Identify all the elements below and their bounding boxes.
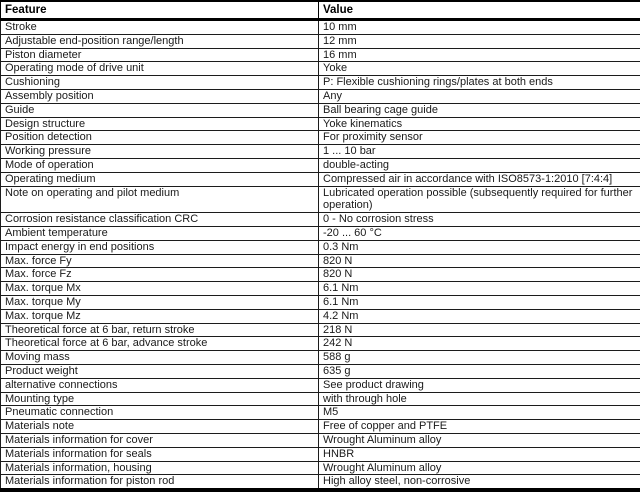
feature-cell: Max. torque Mz xyxy=(1,309,319,323)
table-row xyxy=(1,48,640,62)
feature-cell: Assembly position xyxy=(1,89,319,103)
table-row xyxy=(1,295,640,309)
value-cell: -20 ... 60 °C xyxy=(319,226,640,240)
spec-table-header xyxy=(1,1,640,20)
header-row xyxy=(1,1,640,20)
value-cell: Yoke kinematics xyxy=(319,117,640,131)
table-row xyxy=(1,337,640,351)
table-row xyxy=(1,20,640,35)
table-row xyxy=(1,378,640,392)
value-cell: 12 mm xyxy=(319,34,640,48)
value-cell: 588 g xyxy=(319,351,640,365)
value-cell: 820 N xyxy=(319,254,640,268)
value-cell: 635 g xyxy=(319,364,640,378)
table-row xyxy=(1,254,640,268)
table-row xyxy=(1,351,640,365)
value-cell: 16 mm xyxy=(319,48,640,62)
value-cell: HNBR xyxy=(319,447,640,461)
value-cell: 10 mm xyxy=(319,20,640,35)
table-row xyxy=(1,323,640,337)
table-row xyxy=(1,364,640,378)
feature-cell: Ambient temperature xyxy=(1,226,319,240)
value-cell: 0 - No corrosion stress xyxy=(319,213,640,227)
value-cell: Yoke xyxy=(319,62,640,76)
feature-cell: Materials information for piston rod xyxy=(1,475,319,490)
value-cell: 4.2 Nm xyxy=(319,309,640,323)
value-cell: M5 xyxy=(319,406,640,420)
value-cell: Wrought Aluminum alloy xyxy=(319,433,640,447)
feature-cell: Impact energy in end positions xyxy=(1,240,319,254)
feature-cell: Materials information, housing xyxy=(1,461,319,475)
value-cell: 1 ... 10 bar xyxy=(319,145,640,159)
table-row xyxy=(1,89,640,103)
value-cell: Any xyxy=(319,89,640,103)
value-cell: For proximity sensor xyxy=(319,131,640,145)
feature-cell: Product weight xyxy=(1,364,319,378)
value-cell: 0.3 Nm xyxy=(319,240,640,254)
value-cell: Ball bearing cage guide xyxy=(319,103,640,117)
feature-cell: alternative connections xyxy=(1,378,319,392)
table-row xyxy=(1,213,640,227)
table-row xyxy=(1,420,640,434)
table-row xyxy=(1,117,640,131)
feature-cell: Cushioning xyxy=(1,76,319,90)
column-header-value: Value xyxy=(319,1,640,20)
value-cell: with through hole xyxy=(319,392,640,406)
value-cell: P: Flexible cushioning rings/plates at both ends xyxy=(319,76,640,90)
feature-cell: Max. force Fy xyxy=(1,254,319,268)
column-header-feature: Feature xyxy=(1,1,319,20)
feature-cell: Mounting type xyxy=(1,392,319,406)
table-row xyxy=(1,406,640,420)
value-cell: Lubricated operation possible (subsequently required for further operation) xyxy=(319,186,640,213)
feature-cell: Guide xyxy=(1,103,319,117)
table-row xyxy=(1,240,640,254)
value-cell: 218 N xyxy=(319,323,640,337)
table-row xyxy=(1,461,640,475)
value-cell: double-acting xyxy=(319,158,640,172)
feature-cell: Moving mass xyxy=(1,351,319,365)
feature-cell: Materials information for cover xyxy=(1,433,319,447)
feature-cell: Mode of operation xyxy=(1,158,319,172)
feature-cell: Max. torque My xyxy=(1,295,319,309)
feature-cell: Corrosion resistance classification CRC xyxy=(1,213,319,227)
feature-cell: Max. torque Mx xyxy=(1,282,319,296)
feature-cell: Operating medium xyxy=(1,172,319,186)
table-row xyxy=(1,282,640,296)
table-row xyxy=(1,186,640,213)
feature-cell: Materials note xyxy=(1,420,319,434)
table-row xyxy=(1,76,640,90)
feature-cell: Materials information for seals xyxy=(1,447,319,461)
table-row xyxy=(1,145,640,159)
table-row xyxy=(1,268,640,282)
feature-cell: Theoretical force at 6 bar, advance stroke xyxy=(1,337,319,351)
feature-cell: Pneumatic connection xyxy=(1,406,319,420)
table-row xyxy=(1,447,640,461)
feature-cell: Design structure xyxy=(1,117,319,131)
feature-cell: Operating mode of drive unit xyxy=(1,62,319,76)
table-row xyxy=(1,34,640,48)
table-row xyxy=(1,433,640,447)
value-cell: 820 N xyxy=(319,268,640,282)
spec-table-body xyxy=(1,20,640,491)
feature-cell: Position detection xyxy=(1,131,319,145)
feature-cell: Working pressure xyxy=(1,145,319,159)
value-cell: High alloy steel, non-corrosive xyxy=(319,475,640,490)
feature-cell: Max. force Fz xyxy=(1,268,319,282)
value-cell: Free of copper and PTFE xyxy=(319,420,640,434)
value-cell: Wrought Aluminum alloy xyxy=(319,461,640,475)
value-cell: 242 N xyxy=(319,337,640,351)
table-row xyxy=(1,158,640,172)
table-row xyxy=(1,226,640,240)
feature-cell: Theoretical force at 6 bar, return stroke xyxy=(1,323,319,337)
feature-cell: Adjustable end-position range/length xyxy=(1,34,319,48)
feature-cell: Stroke xyxy=(1,20,319,35)
value-cell: 6.1 Nm xyxy=(319,295,640,309)
table-row xyxy=(1,392,640,406)
table-row xyxy=(1,172,640,186)
table-row xyxy=(1,103,640,117)
table-row xyxy=(1,131,640,145)
value-cell: Compressed air in accordance with ISO8573-1:2010 [7:4:4] xyxy=(319,172,640,186)
feature-cell: Note on operating and pilot medium xyxy=(1,186,319,213)
value-cell: 6.1 Nm xyxy=(319,282,640,296)
value-cell: See product drawing xyxy=(319,378,640,392)
feature-cell: Piston diameter xyxy=(1,48,319,62)
table-row xyxy=(1,475,640,490)
table-row xyxy=(1,62,640,76)
table-row xyxy=(1,309,640,323)
